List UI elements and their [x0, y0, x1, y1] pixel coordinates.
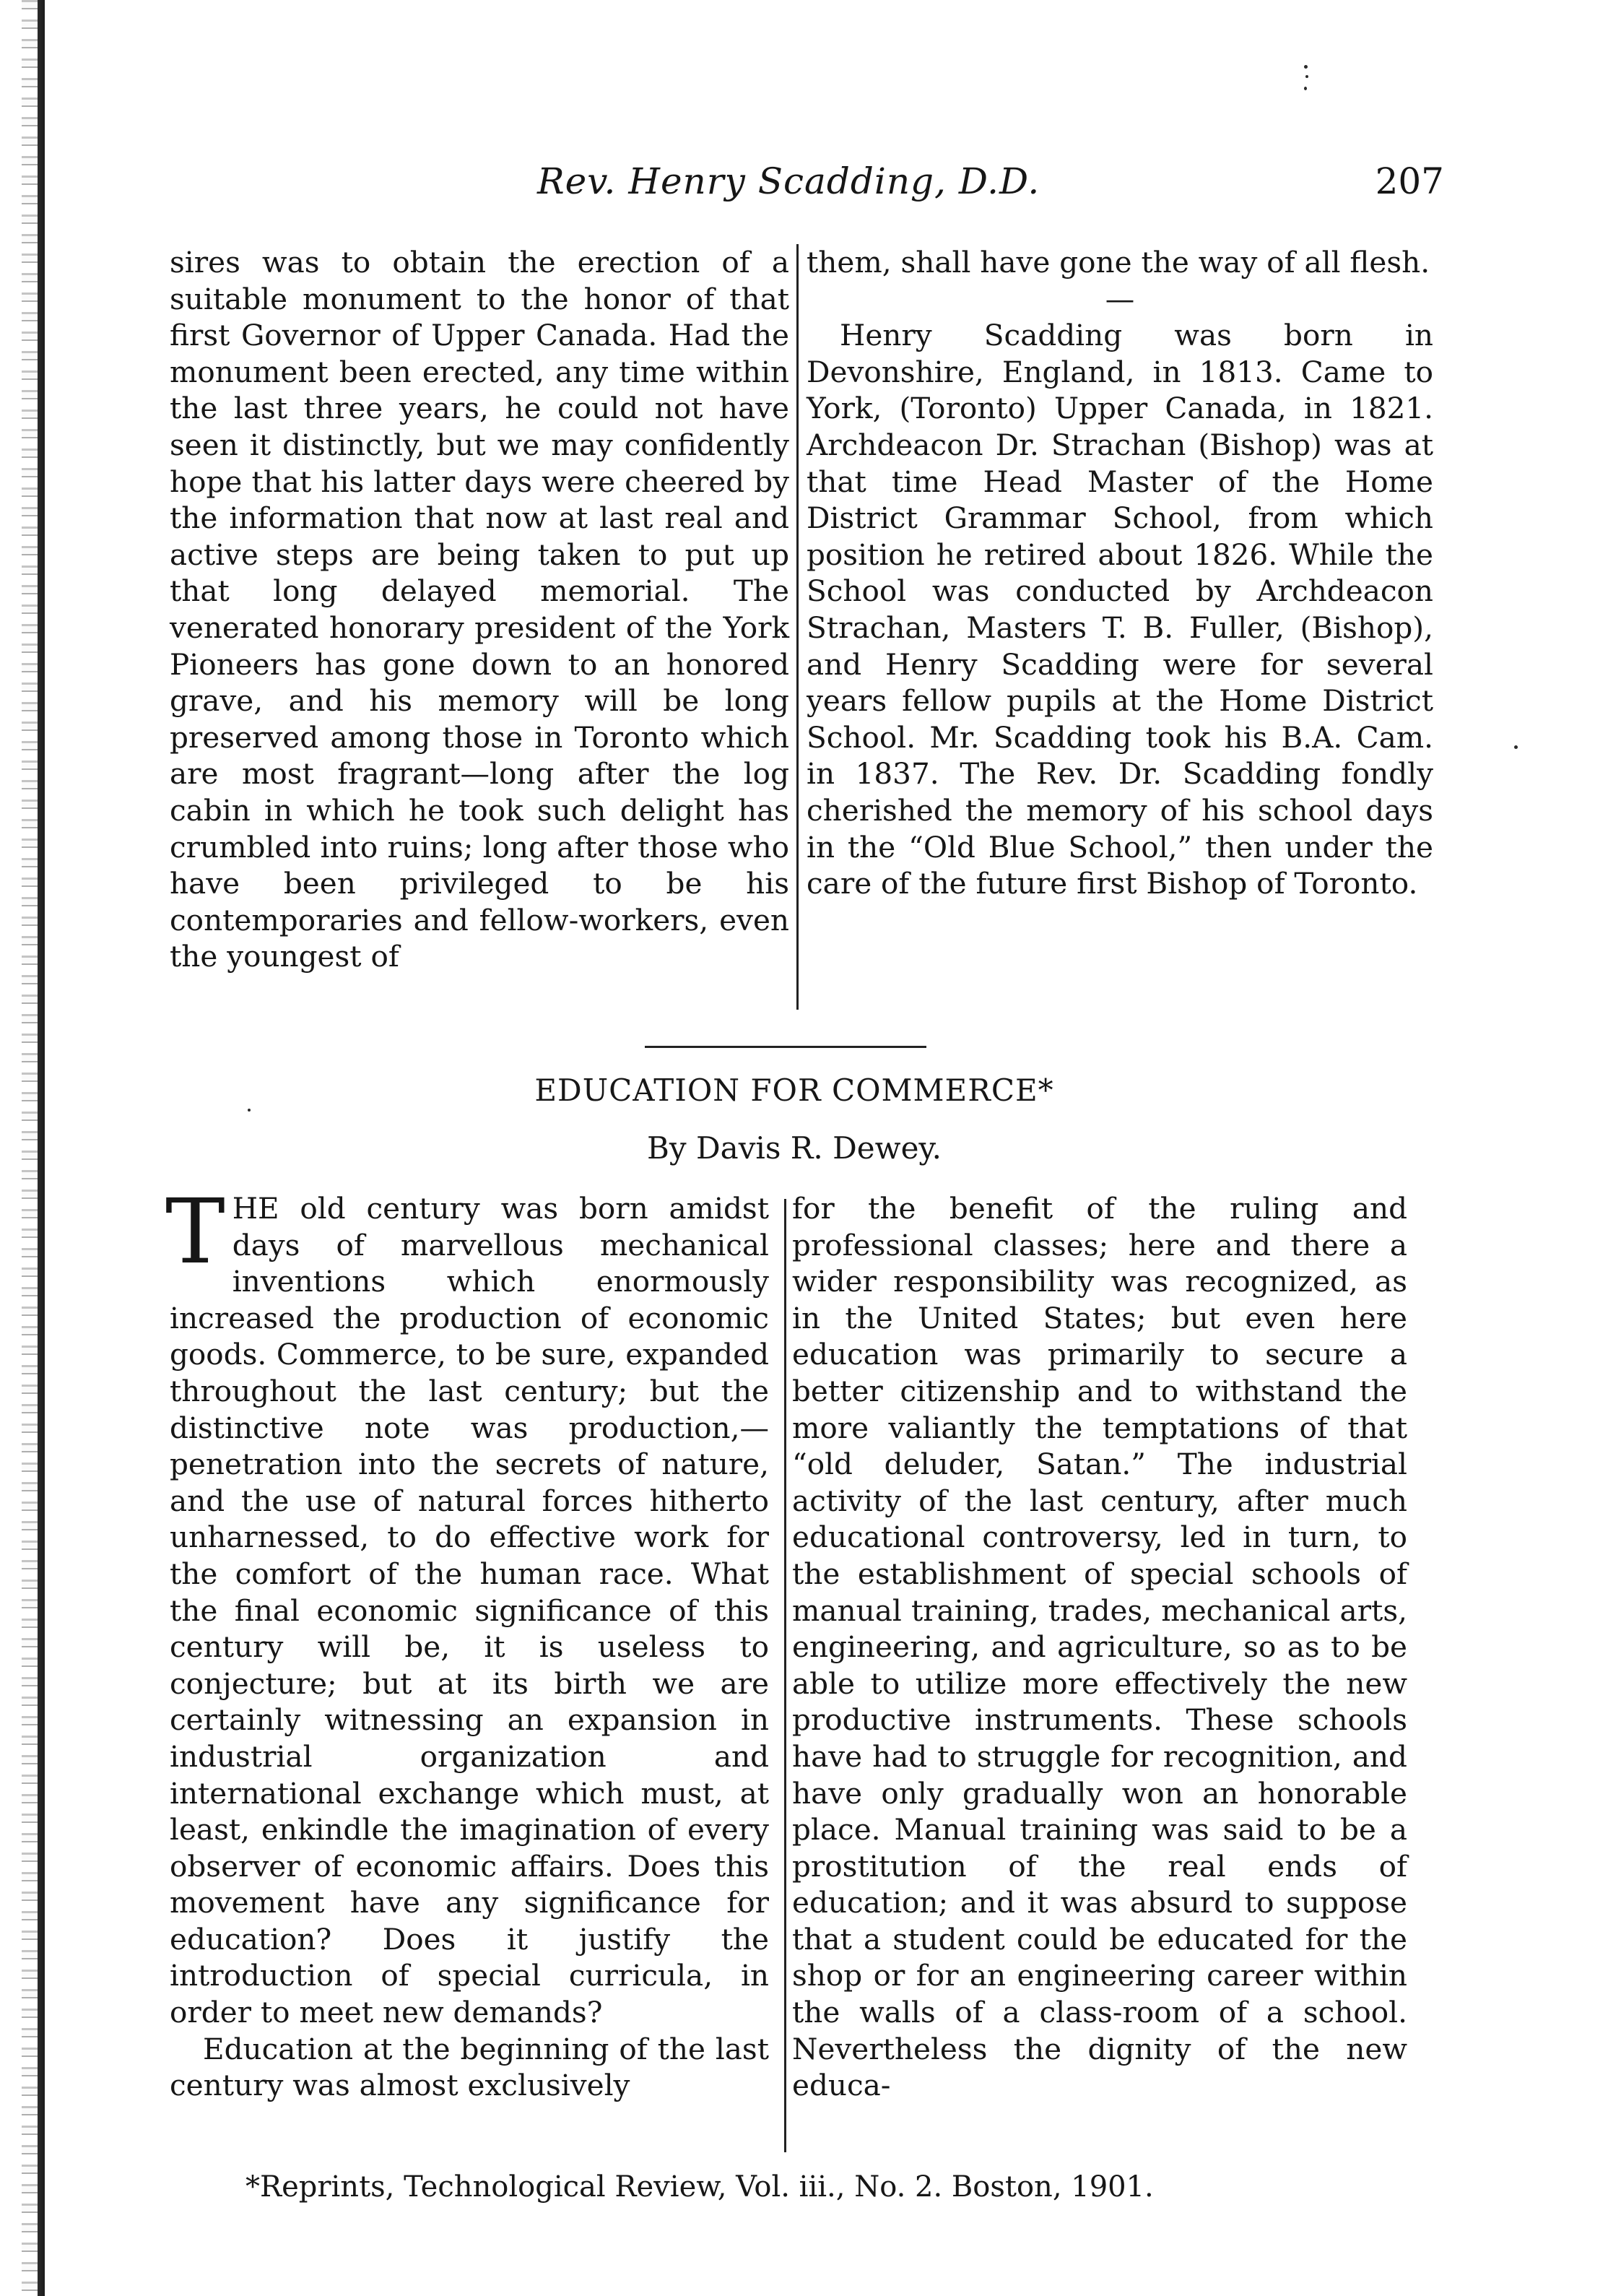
paragraph: for the benefit of the ruling and professional classes; here and there a wider responsibility was recognized, as in the United States; but even here education was primarily to secure a better citizenship and to withstand the more valiantly the temptations of that “old deluder, Satan.” The industrial activity of the last century, after much educational controversy, led in turn, to the establishment of special schools of manual training, trades, mechanical arts, engineering, and agriculture, so as to be able to utilize more effectively the new productive instruments. These schools have had to struggle for recognition, and have only gradually won an honorable place. Manual training was said to be a prostitution of the real ends of education; and it was absurd to suppose that a student could be educated for the shop or for an engineering career within the walls of a class-room of a school. Nevertheless the dignity of the new educa- — [792, 1191, 1407, 2103]
ink-speck — [1304, 65, 1308, 69]
page-number: 207 — [1375, 160, 1444, 202]
running-head — [166, 153, 1444, 218]
running-title: Rev. Henry Scadding, D.D. — [537, 160, 1040, 202]
article-title: EDUCATION FOR COMMERCE* — [534, 1073, 1054, 1108]
article-byline: By Davis R. Dewey. — [647, 1130, 942, 1166]
ink-speck — [1304, 87, 1307, 90]
paragraph: sires was to obtain the erection of a suitable monument to the honor of that first Governor of Upper Canada. Had the monument been erected, any time within the last three years, he could not have seen it distinctly, but we may confidently hope that his latter days were cheered by the information that now at last real and active steps are being taken to put up that long delayed memorial. The venerated honorary president of the York Pioneers has gone down to an honored grave, and his memory will be long preserved among those in Toronto which are most fragrant—long after the log cabin in which he took such delight has crumbled into ruins; long after those who have been privileged to be his contemporaries and fellow-workers, even the youngest of — [170, 245, 789, 974]
footnote: *Reprints, Technological Review, Vol. iii., No. 2. Boston, 1901. — [245, 2170, 1154, 2204]
opening-paragraph — [165, 1180, 769, 2031]
lower-left-column — [165, 1180, 769, 2158]
biography-paragraph: Henry Scadding was born in Devonshire, England, in 1813. Came to York, (Toronto) Upper Canada, in 1821. Archdeacon Dr. Strachan (Bishop) was at that time Head Master of the Home District Grammar School, from which position he retired about 1826. While the School was conducted by Archdeacon Strachan, Masters T. B. Fuller, (Bishop), and Henry Scadding were for several years fellow pupils at the Home District School. Mr. Scadding took his B.A. Cam. in 1837. The Rev. Dr. Scadding fondly cherished the memory of his school days in the “Old Blue School,” then under the care of the future first Bishop of Toronto. — [807, 318, 1433, 901]
lower-right-column — [792, 1190, 1407, 2158]
column-rule — [796, 244, 799, 1010]
paragraph: them, shall have gone the way of all flesh. — [807, 245, 1430, 280]
paragraph: Education at the beginning of the last century was almost exclusively — [170, 2031, 769, 2103]
upper-right-column — [807, 244, 1433, 1017]
column-rule — [784, 1199, 786, 2152]
binding-edge — [0, 0, 45, 2296]
ink-speck — [248, 1109, 251, 1112]
opening-text: HE old century was born amidst days of marvellous mechanical inventions which enormously increased the production of economic goods. Commerce, to be sure, expanded throughout the last century; but the distinctive note was production,—penetration into the secrets of nature, and the use of natural forces hitherto unharnessed, to do effective work for the comfort of the human race. What the final economic significance of this century will be, it is useless to conjecture; but at its birth we are certainly witnessing an expansion in industrial organization and international exchange which must, at least, enkindle the imagination of every observer of economic affairs. Does this movement have any significance for education? Does it justify the introduction of special curricula, in order to meet new demands? — [170, 1191, 769, 2030]
section-divider — [645, 1046, 926, 1048]
drop-cap: T — [165, 1180, 225, 1284]
section-separator: — — [1105, 281, 1135, 316]
ink-speck — [1514, 745, 1518, 749]
ink-speck — [1305, 75, 1308, 78]
upper-left-column — [170, 244, 789, 1017]
